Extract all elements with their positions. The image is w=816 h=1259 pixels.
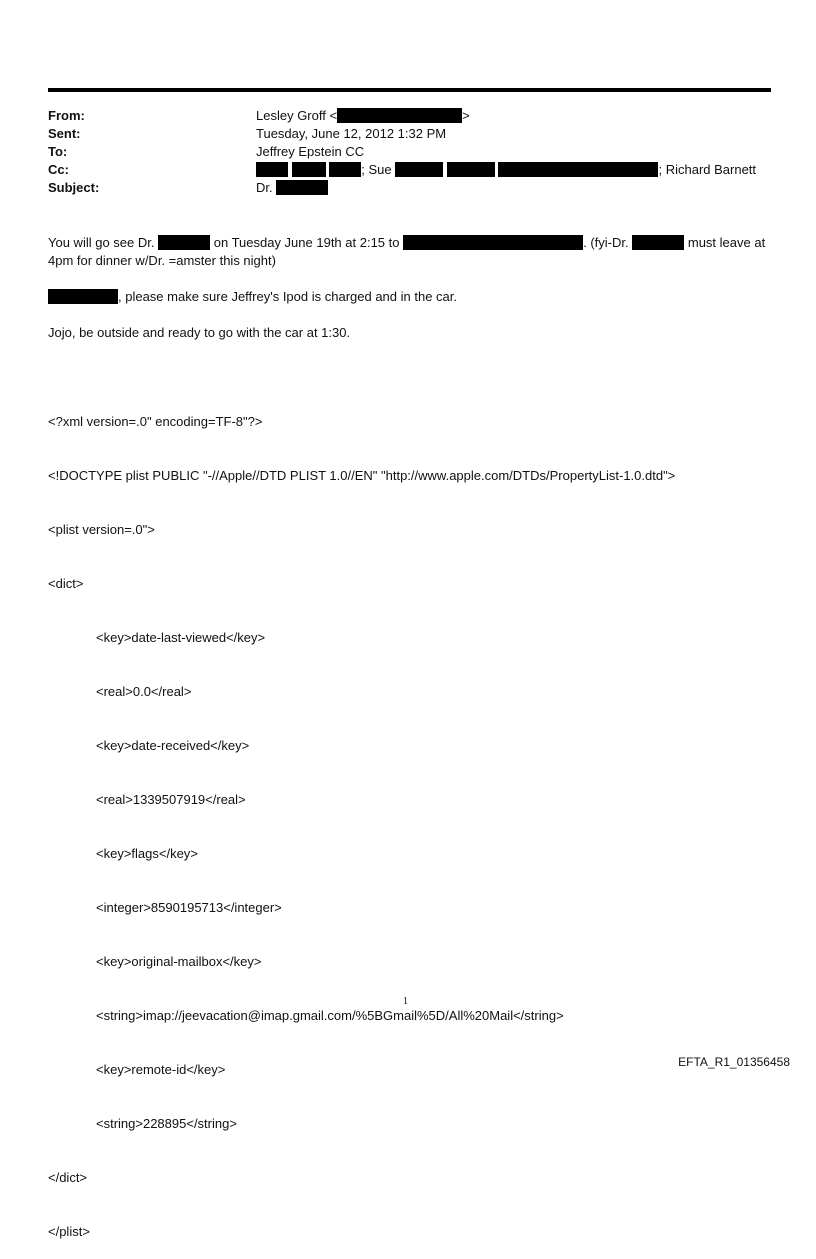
bates-number: EFTA_R1_01356458 <box>678 1055 790 1069</box>
redaction-box <box>276 180 328 195</box>
redaction-box <box>292 162 326 177</box>
redaction-box <box>256 162 288 177</box>
plist-line: <plist version=.0"> <box>48 522 155 537</box>
plist-line: <!DOCTYPE plist PUBLIC "-//Apple//DTD PLIST 1.0//EN" "http://www.apple.com/DTDs/PropertyList-1.0.dtd"> <box>48 468 676 483</box>
plist-line: <real>1339507919</real> <box>96 792 246 807</box>
plist-line: </plist> <box>48 1224 90 1239</box>
body-text: . (fyi-Dr. <box>583 235 629 250</box>
plist-line: <string>228895</string> <box>96 1116 237 1131</box>
subject-label: Subject: <box>48 180 100 195</box>
subject-text: Dr. <box>256 180 273 195</box>
redaction-box <box>395 162 443 177</box>
body-text: , please make sure Jeffrey's Ipod is charged and in the car. <box>118 289 457 304</box>
top-rule <box>48 88 771 92</box>
body-text: must leave at 4pm for dinner w/Dr. =amster this night) <box>48 235 766 268</box>
to-value: Jeffrey Epstein CC <box>256 144 365 159</box>
redaction-box <box>158 235 210 250</box>
body-text: You will go see Dr. <box>48 235 155 250</box>
plist-line: <real>0.0</real> <box>96 684 192 699</box>
plist-line: <?xml version=.0" encoding=TF-8"?> <box>48 414 263 429</box>
email-header <box>48 107 773 199</box>
body-paragraph-2 <box>48 288 773 306</box>
page-number: 1 <box>403 996 408 1007</box>
plist-line: <dict> <box>48 576 84 591</box>
redaction-box <box>498 162 658 177</box>
from-label: From: <box>48 108 85 123</box>
plist-line: <key>date-received</key> <box>96 738 250 753</box>
from-value <box>256 107 470 125</box>
sent-value: Tuesday, June 12, 2012 1:32 PM <box>256 126 447 141</box>
redaction-box <box>48 289 118 304</box>
plist-line: <key>flags</key> <box>96 846 198 861</box>
plist-line: <string>imap://jeevacation@imap.gmail.com/%5BGmail%5D/All%20Mail</string> <box>96 1008 564 1023</box>
body-paragraph-1 <box>48 234 773 270</box>
plist-line: <key>original-mailbox</key> <box>96 954 262 969</box>
cc-sue: ; Sue <box>361 162 392 177</box>
from-name: Lesley Groff < <box>256 108 338 123</box>
plist-line: <key>remote-id</key> <box>96 1062 226 1077</box>
plist-line: <key>date-last-viewed</key> <box>96 630 266 645</box>
sent-label: Sent: <box>48 126 81 141</box>
redaction-box <box>632 235 684 250</box>
cc-value <box>256 161 756 179</box>
redaction-box <box>329 162 361 177</box>
redaction-box <box>403 235 583 250</box>
to-label: To: <box>48 144 68 159</box>
cc-richard: ; Richard Barnett <box>658 162 757 177</box>
body-text: on Tuesday June 19th at 2:15 to <box>213 235 400 250</box>
redaction-box <box>337 108 462 123</box>
body-paragraph-3: Jojo, be outside and ready to go with the car at 1:30. <box>48 325 351 340</box>
plist-line: <integer>8590195713</integer> <box>96 900 282 915</box>
plist-block <box>48 377 675 1259</box>
cc-label: Cc: <box>48 162 69 177</box>
from-close: > <box>462 108 470 123</box>
subject-value <box>256 179 328 197</box>
redaction-box <box>447 162 495 177</box>
plist-line: </dict> <box>48 1170 88 1185</box>
